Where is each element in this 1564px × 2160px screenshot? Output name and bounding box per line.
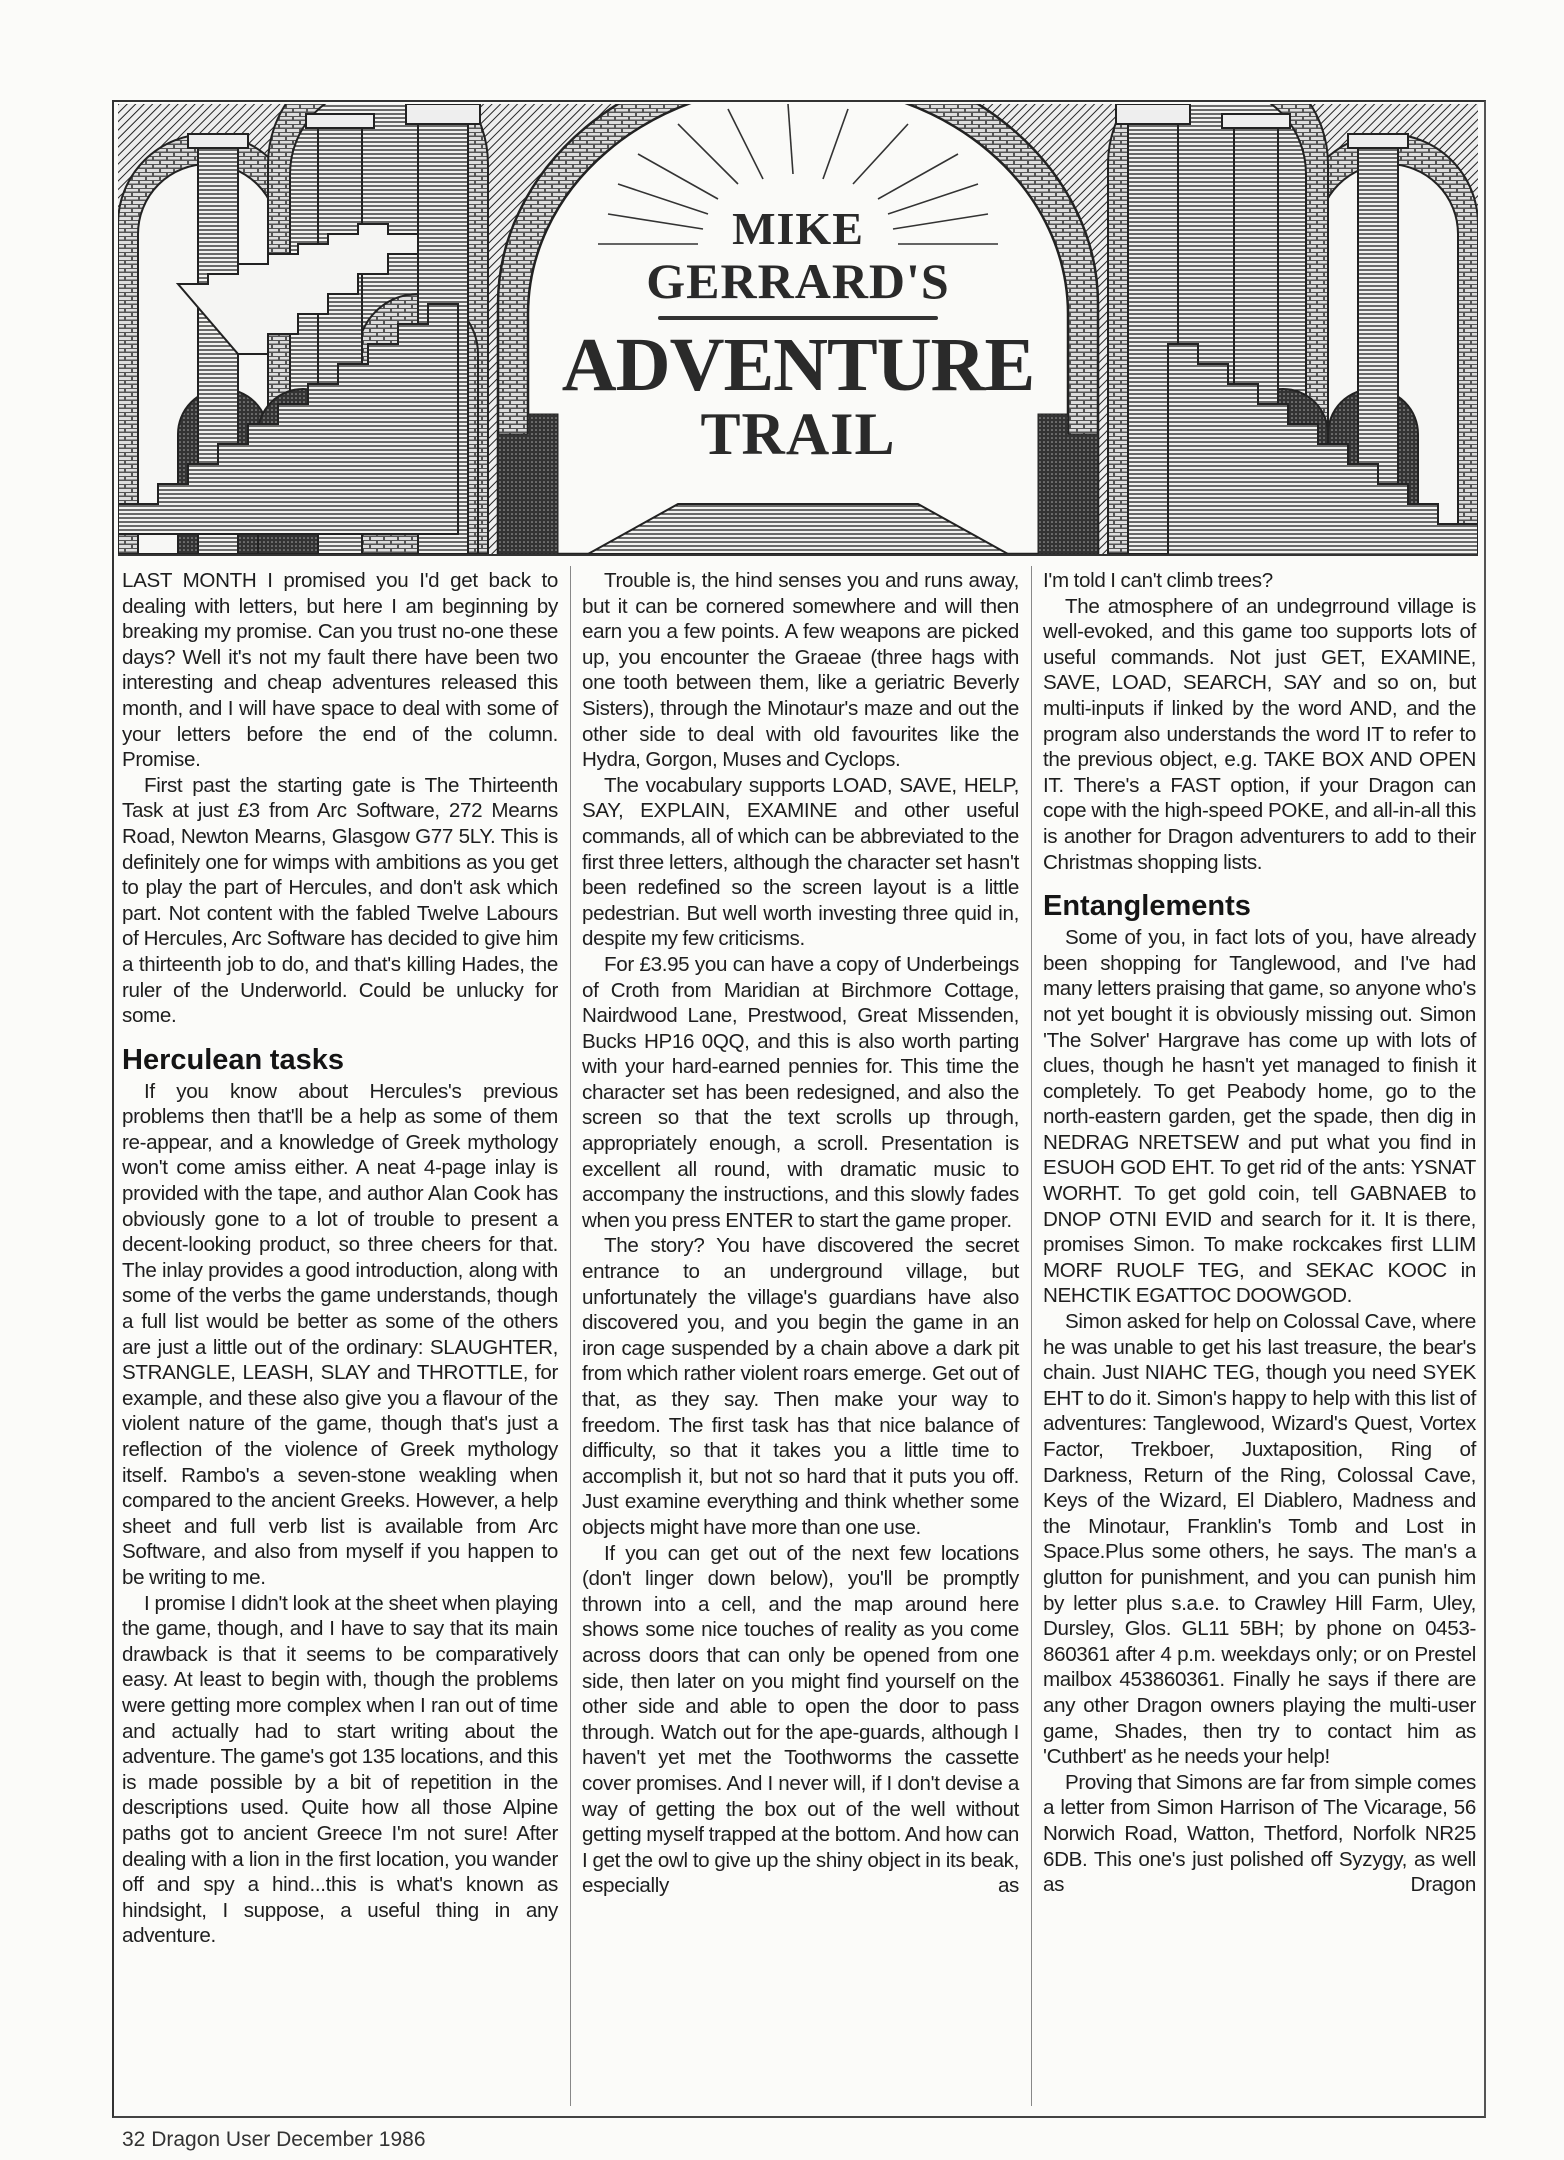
section-heading: Herculean tasks <box>122 1043 344 1076</box>
title-mike: MIKE <box>732 203 864 254</box>
body-paragraph: If you can get out of the next few locations (don't linger down below), you'll be promptly thrown into a cell, and the map around here shows some nice touches of reality as you come across doors that can only be opened from one side, then later on you might find yourself on the other side and able to open the door to pass through. Watch out for the ape-guards, although I haven't yet met the Toothworms the cassette cover promises. And I never will, if I don't devise a way of getting the box out of the well without getting myself trapped at the bottom. And how can I get the owl to give up the shiny object in its beak, especially as <box>582 1541 1019 1898</box>
title-gerrards: GERRARD'S <box>646 253 950 309</box>
body-paragraph: The atmosphere of an undegrround village is well-evoked, and this game too supports lots of useful commands. Not just GET, EXAMINE, SAVE, LOAD, SEARCH, SAY and so on, but multi-inputs if linked by the word AND, and the program also understands the word IT to refer to the previous object, e.g. TAKE BOX AND OPEN IT. There's a FAST option, if your Dragon can cope with the high-speed POKE, and all-in-all this is another for Dragon adventurers to add to their Christmas shopping lists. <box>1043 594 1476 874</box>
column-divider <box>570 566 571 2106</box>
body-paragraph: I'm told I can't climb trees? <box>1043 569 1273 592</box>
title-adventure: ADVENTURE <box>561 323 1035 407</box>
body-paragraph: For £3.95 you can have a copy of Underbeings of Croth from Maridian at Birchmore Cottage, Nairdwood Lane, Prestwood, Great Missenden, Bucks HP16 0QQ, and this is also worth parting with your hard-earned pennies for. This time the character set has been redesigned, and also the screen so that the text scrolls up through, appropriately enough, a scroll. Presentation is excellent all round, with dramatic music to accompany the instructions, and this slowly fades when you press ENTER to start the game proper. <box>582 952 1019 1232</box>
body-paragraph: Proving that Simons are far from simple comes a letter from Simon Harrison of The Vicarage, 56 Norwich Road, Watton, Thetford, Norfolk NR25 6DB. This one's just polished off Syzygy, as well as Dragon <box>1043 1770 1476 1897</box>
body-paragraph: Simon asked for help on Colossal Cave, where he was unable to get his last treasure, the bear's chain. Just NIAHC TEG, though you need SYEK EHT to do it. Simon's happy to help with this list of adventures: Tanglewood, Wizard's Quest, Vortex Factor, Trekboer, Juxtaposition, Ring of Darkness, Return of the Ring, Colossal Cave, Keys of the Wizard, El Diablero, Madness and the Minotaur, Franklin's Tomb and Lost in Space.Plus some others, he says. The man's a glutton for punishment, and you can punish him by letter plus s.a.e. to Crawley Hill Farm, Uley, Dursley, Glos. GL11 5BH; by phone on 0453-860361 after 4 p.m. weekdays only; or on Prestel mailbox 453860361. Finally he says if there are any other Dragon owners playing the multi-user game, Shades, then try to contact him as 'Cuthbert' as he needs your help! <box>1043 1310 1476 1769</box>
header-illustration <box>118 104 1478 556</box>
body-paragraph: I promise I didn't look at the sheet when playing the game, though, and I have to say that its main drawback is that it seems to be comparatively easy. At least to begin with, though the problems were getting more complex when I ran out of time and actually had to start writing about the adventure. The game's got 135 locations, and this is made possible by a bit of repetition in the descriptions used. Quite how all those Alpine paths got to ancient Greece I'm not sure! After dealing with a lion in the first location, you wander off and spy a hind...this is what's known as hindsight, I suppose, a useful thing in any adventure. <box>122 1591 558 1948</box>
body-paragraph: First past the starting gate is The Thirteenth Task at just £3 from Arc Software, 272 Mearns Road, Newton Mearns, Glasgow G77 5LY. This is definitely one for wimps with ambitions as you get to play the part of Hercules, and don't ask which part. Not content with the fabled Twelve Labours of Hercules, Arc Software has decided to give him a thirteenth job to do, and that's killing Hades, the ruler of the Underworld. Could be unlucky for some. <box>122 773 558 1028</box>
section-heading: Entanglements <box>1043 890 1251 923</box>
body-paragraph: The vocabulary supports LOAD, SAVE, HELP, SAY, EXPLAIN, EXAMINE and other useful commands, all of which can be abbreviated to the first three letters, although the character set hasn't been redefined so the screen layout is a little pedestrian. But well worth investing three quid in, despite my few criticisms. <box>582 773 1019 951</box>
body-paragraph: LAST MONTH I promised you I'd get back to dealing with letters, but here I am beginning by breaking my promise. Can you trust no-one these days? Well it's not my fault there have been two interesting and cheap adventures released this month, and I will have space to deal with some of your letters before the end of the column. Promise. <box>122 569 558 772</box>
body-paragraph: Some of you, in fact lots of you, have already been shopping for Tanglewood, and I've had many letters praising that game, so anyone who's not yet bought it is obviously missing out. Simon 'The Solver' Hargrave has come up with lots of clues, though he hasn't yet managed to finish it completely. To get Peabody home, go to the north-eastern garden, get the spade, then dig in NEDRAG NRETSEW and put what you find in ESUOH GOD EHT. To get rid of the ants: YSNAT WORHT. To get gold coin, tell GABNAEB to DNOP OTNI EVID and search for it. It is there, promises Simon. To make rockcakes first LLIM MORF RUOLF TEG, and SEKAC KOOC in NEHCTIK EGATTOC DOOWGOD. <box>1043 926 1476 1308</box>
title-ornament-rule <box>658 316 938 320</box>
article-column-2 <box>582 568 1019 2108</box>
body-paragraph: Trouble is, the hind senses you and runs away, but it can be cornered somewhere and will then earn you a few points. A few weapons are picked up, you encounter the Graeae (three hags with one tooth between them, like a geriatric Beverly Sisters), through the Minotaur's maze and out the other side to deal with old favourites like the Hydra, Gorgon, Muses and Cyclops. <box>582 569 1019 772</box>
body-paragraph: If you know about Hercules's previous problems then that'll be a help as some of them re-appear, and a knowledge of Greek mythology won't come amiss either. A neat 4-page inlay is provided with the tape, and author Alan Cook has obviously gone to a lot of trouble to present a decent-looking product, so three cheers for that. The inlay provides a good introduction, along with some of the verbs the game understands, though a full list would be better as some of the others are just a little out of the ordinary: SLAUGHTER, STRANGLE, LEASH, SLAY and THROTTLE, for example, and these also give you a flavour of the violent nature of the game, though that's just a reflection of the violence of Greek mythology itself. Rambo's a seven-stone weakling when compared to the ancient Greeks. However, a help sheet and full verb list is available from Arc Software, and also from myself if you happen to be writing to me. <box>122 1079 558 1589</box>
page-folio: 32 Dragon User December 1986 <box>122 2128 426 2151</box>
title-trail: TRAIL <box>700 401 896 467</box>
body-paragraph: The story? You have discovered the secret entrance to an underground village, but unfortunately the village's guardians have also discovered you, and you begin the game in an iron cage suspended by a chain above a dark pit from which rather violent roars emerge. Get out of that, as they say. Then make your way to freedom. The first task has that nice balance of difficulty, so that it takes you a little time to accomplish it, but not so hard that it puts you off. Just examine everything and think whether some objects might have more than one use. <box>582 1234 1019 1539</box>
article-column-3 <box>1043 568 1476 2108</box>
column-divider <box>1031 566 1032 2106</box>
article-column-1 <box>122 568 558 2108</box>
